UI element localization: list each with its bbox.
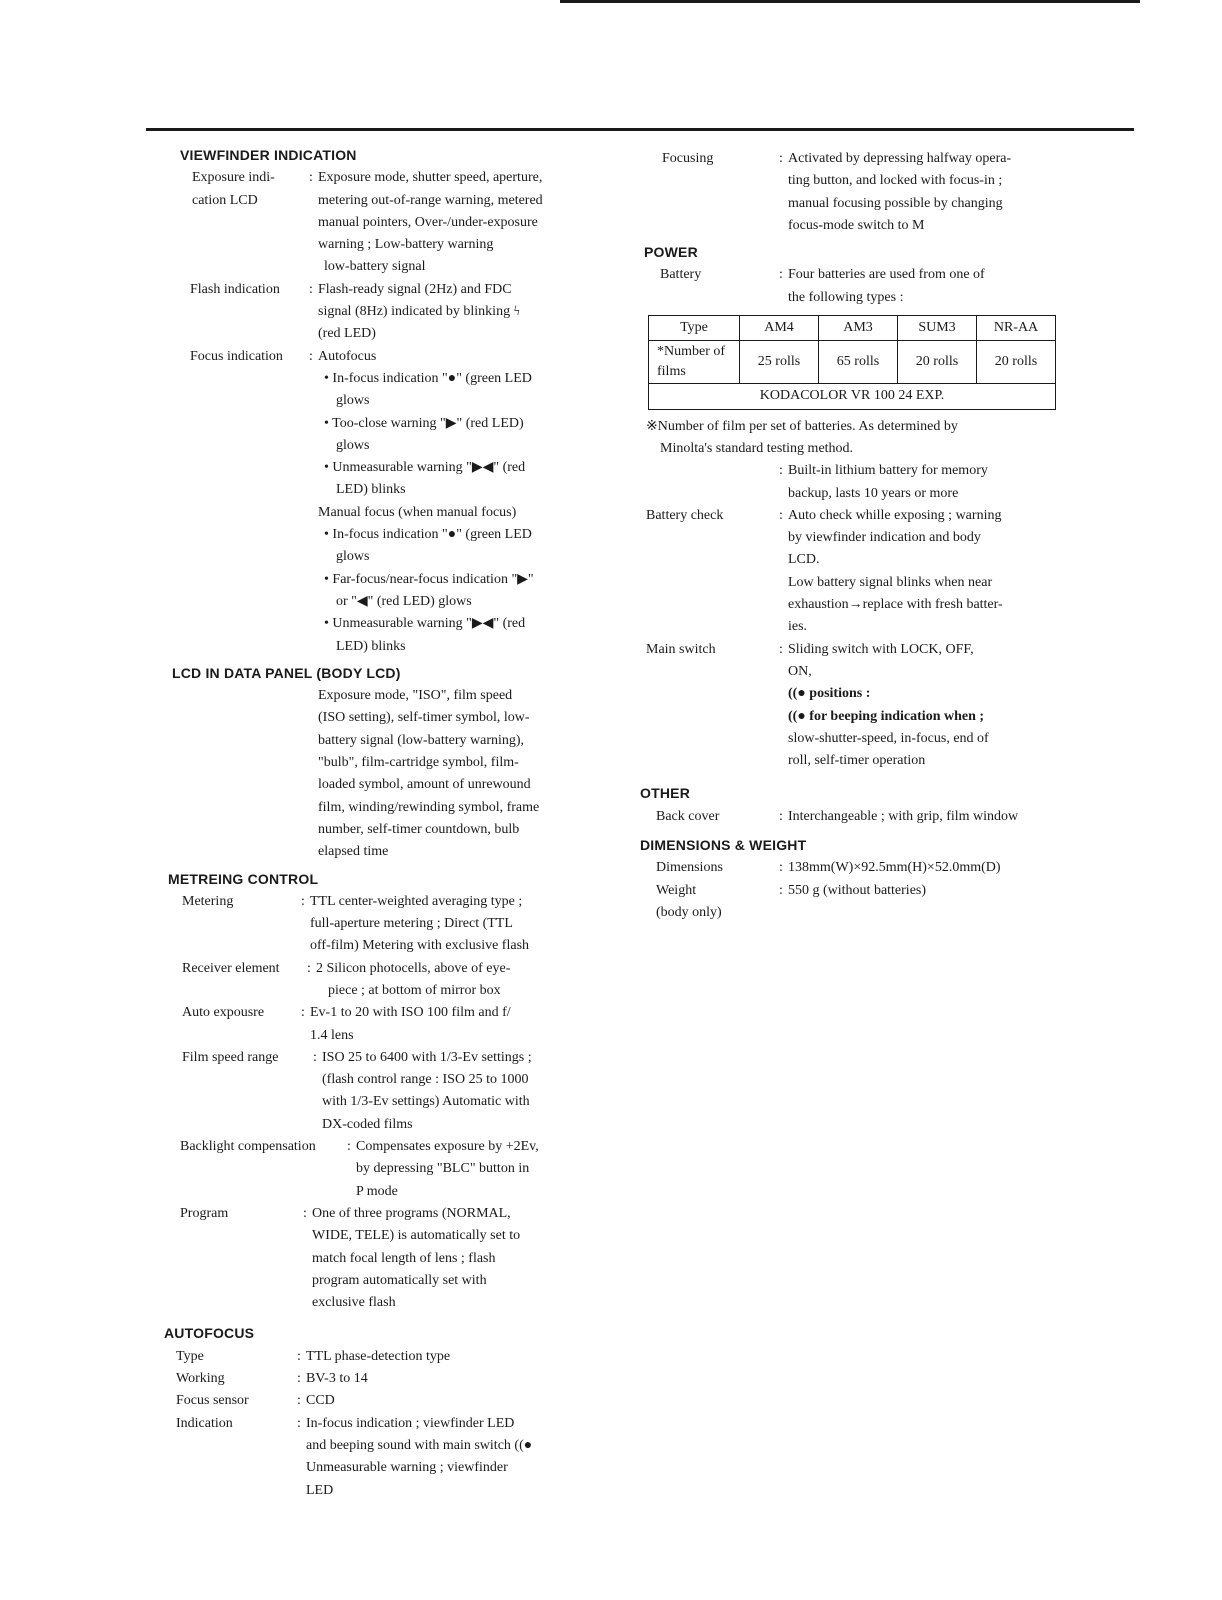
battery-table-header-row [649, 316, 1056, 341]
receiver-element-row: Receiver element : 2 Silicon photocells, above of eye- piece ; at bottom of mirror box [182, 960, 511, 998]
autofocus-heading: AUTOFOCUS [164, 1325, 255, 1342]
battery-label: Battery [660, 267, 702, 283]
weight-row: Weight (body only) : 550 g (without batteries) [656, 880, 1080, 925]
battery-type-sum3: SUM3 [898, 316, 977, 341]
program-row: Program : One of three programs (NORMAL, WIDE, TELE) is automatically set to match focal length of lens ; flash program automatically set with exclusive flash [180, 1205, 521, 1311]
battery-note: ※Number of film per set of batteries. As determined by Minolta's standard testing method. [646, 418, 958, 456]
af-type-row: Type : TTL phase-detection type [176, 1348, 451, 1364]
back-cover-row: Back cover : Interchangeable ; with grip, film window [656, 806, 1080, 828]
flash-value: Flash-ready signal (2Hz) and FDC signal (8Hz) indicated by blinking ϟ (red LED) [318, 281, 520, 342]
exposure-label-2: cation LCD [192, 192, 258, 208]
other-heading: OTHER [640, 785, 690, 802]
beep-indication-line: ((● for beeping indication when ; [788, 708, 985, 724]
exposure-row: Exposure indi- cation LCD : Exposure mode, shutter speed, aperture, metering out-of-range warning, metered manual pointers, Over-/under-exposure warning ; Low-battery warning low-battery signal [192, 167, 630, 278]
rolls-nr-aa: 20 rolls [977, 341, 1056, 384]
auto-exposure-row: Auto expousre : Ev-1 to 20 with ISO 100 film and f/ 1.4 lens [182, 1005, 511, 1043]
exposure-label-1: Exposure indi- [192, 170, 275, 186]
lcd-heading: LCD IN DATA PANEL (BODY LCD) [172, 664, 401, 681]
flash-row: Flash indication : Flash-ready signal (2Hz) and FDC signal (8Hz) indicated by blinking ϟ (red LED) [190, 279, 630, 346]
film-speed-range-row: Film speed range : ISO 25 to 6400 with 1/3-Ev settings ; (flash control range : ISO 25 to 1000 with 1/3-Ev settings) Automatic with DX-coded films [182, 1049, 532, 1132]
lcd-description: Exposure mode, "ISO", film speed (ISO setting), self-timer symbol, low- battery signal (low-battery warning), "bulb", film-cartridge symbol, film- loaded symbol, amount of unrewound film, winding/rewinding symbol, frame number, self-timer countdown, bulb elapsed time [318, 688, 540, 860]
battery-table-footer-row [649, 384, 1056, 409]
af-working-row: Working : BV-3 to 14 [176, 1371, 368, 1387]
rolls-am3: 65 rolls [819, 341, 898, 384]
header-rule [146, 128, 1134, 131]
weight-note: (body only) [656, 904, 722, 920]
main-switch-label: Main switch [646, 641, 716, 657]
exposure-value: Exposure mode, shutter speed, aperture, metering out-of-range warning, metered manual pointers, Over-/under-exposure warning ; Low-battery warning low-battery signal [318, 170, 543, 275]
right-column [640, 140, 1080, 924]
focus-indication-label: Focus indication [190, 348, 283, 364]
af-indication-row: Indication : In-focus indication ; viewfinder LED and beeping sound with main switch ((● Unmeasurable warning ; viewfinder LED [176, 1415, 533, 1498]
lithium-row: : Built-in lithium battery for memory backup, lasts 10 years or more [779, 463, 988, 501]
battery-type-nr-aa: NR-AA [977, 316, 1056, 341]
focusing-label: Focusing [662, 151, 714, 166]
battery-table-type-header: Type [649, 316, 740, 341]
weight-label: Weight [656, 882, 697, 898]
battery-check-row: Battery check : Auto check whille exposing ; warning by viewfinder indication and body LCD. Low battery signal blinks when near exhaustion→replace with fresh batter- ies. [646, 505, 1080, 639]
power-heading: POWER [644, 244, 698, 261]
battery-table-footer: KODACOLOR VR 100 24 EXP. [649, 384, 1056, 409]
battery-table-rolls-row [649, 341, 1056, 384]
rolls-am4: 25 rolls [740, 341, 819, 384]
dimensions-heading: DIMENSIONS & WEIGHT [640, 837, 807, 854]
af-focus-sensor-row: Focus sensor : CCD [176, 1393, 335, 1409]
battery-check-label: Battery check [646, 507, 724, 523]
viewfinder-heading: VIEWFINDER INDICATION [180, 147, 357, 163]
battery-type-am4: AM4 [740, 316, 819, 341]
battery-row: Battery : Four batteries are used from one of the following types : [660, 264, 1080, 309]
number-of-films-label: *Number of films [649, 341, 740, 384]
flash-label: Flash indication [190, 281, 280, 297]
metering-heading: METREING CONTROL [168, 870, 319, 887]
dimensions-label: Dimensions [656, 860, 723, 876]
focus-indication-value: Autofocus • In-focus indication "●" (green LED glows • Too-close warning "▶" (red LED) glows • Unmeasurable warning "▶◀" (red LED) blinks Manual focus (when manual focus) • In-focus indication "●" (green LED glows • Far-focus/near-focus indication "▶" or "◀" (red LED) glows • Unmeasurable warning "▶◀" (red LED) blinks [318, 348, 534, 654]
focusing-row: Focusing : Activated by depressing halfway opera- ting button, and locked with focus-in ; manual focusing possible by changing focus-mode switch to M [662, 148, 1080, 237]
beep-positions-line: ((● positions : [788, 686, 871, 702]
top-edge-line [560, 0, 1140, 3]
backlight-compensation-row: Backlight compensation : Compensates exposure by +2Ev, by depressing "BLC" button in P mode [180, 1139, 539, 1199]
main-switch-row: Main switch : Sliding switch with LOCK, OFF, ON, ((● positions : ((● for beeping indication when ; slow-shutter-speed, in-focus, end of roll, self-timer operation [646, 639, 1080, 773]
battery-table [648, 315, 1056, 410]
back-cover-label: Back cover [656, 808, 720, 824]
battery-type-am3: AM3 [819, 316, 898, 341]
rolls-sum3: 20 rolls [898, 341, 977, 384]
metering-row: Metering : TTL center-weighted averaging type ; full-aperture metering ; Direct (TTL off-film) Metering with exclusive flash [182, 893, 530, 954]
dimensions-row: Dimensions : 138mm(W)×92.5mm(H)×52.0mm(D) [656, 857, 1080, 879]
focus-indication-row: Focus indication : Autofocus • In-focus indication "●" (green LED glows • Too-close warning "▶" (red LED) glows • Unmeasurable warning "▶◀" (red LED) blinks Manual focus (when manual focus) • In-focus indication "●" (green LED glows • Far-focus/near-focus indication "▶" or "◀" (red LED) glows • Unmeasurable warning "▶◀" (red LED) blinks [190, 346, 630, 658]
left-column [160, 140, 630, 1502]
